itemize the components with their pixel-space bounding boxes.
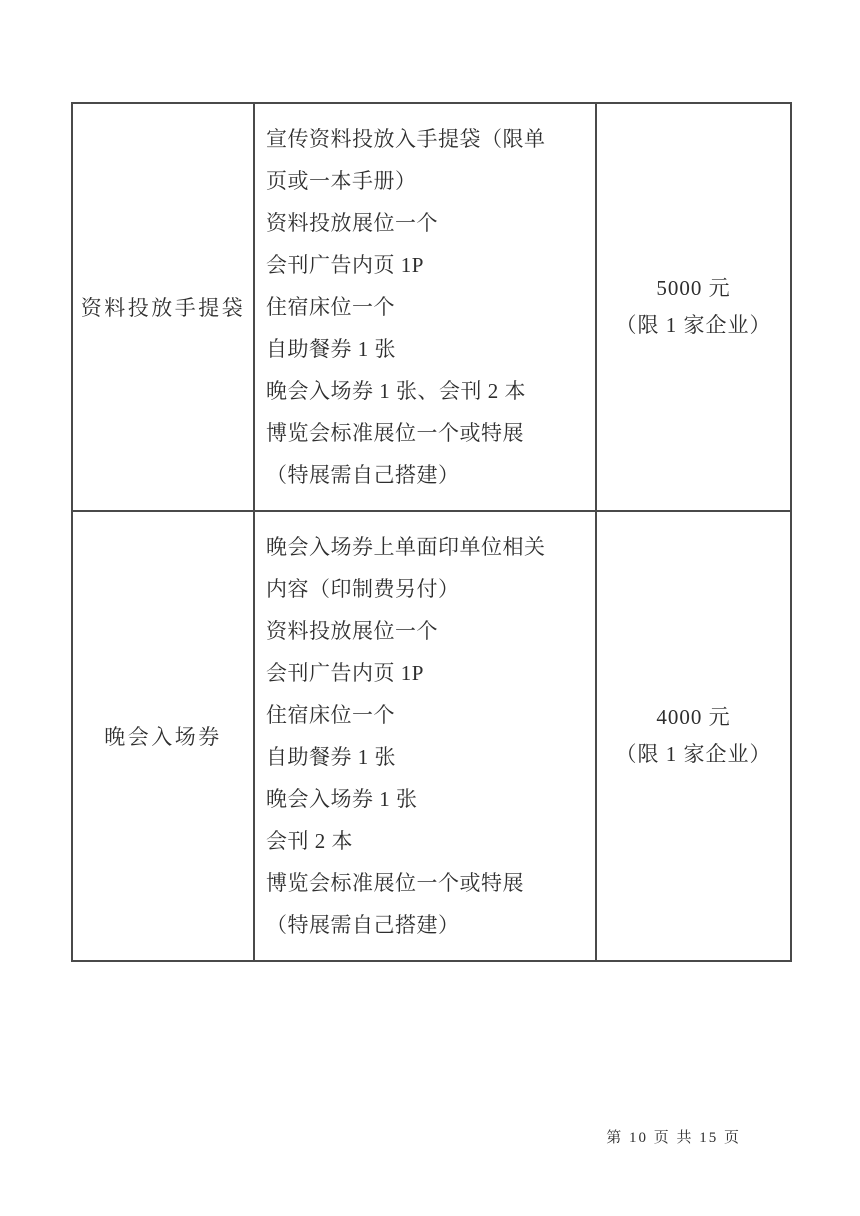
- benefit-item: 晚会入场券 1 张: [266, 787, 418, 811]
- benefit-item: 会刊广告内页 1P: [266, 661, 424, 685]
- price-cell: [596, 103, 791, 511]
- page-number: 第 10 页 共 15 页: [606, 1130, 741, 1146]
- benefit-item: 博览会标准展位一个或特展（特展需自己搭建）: [266, 871, 524, 937]
- benefit-item: 住宿床位一个: [266, 703, 395, 727]
- benefit-item: 资料投放展位一个: [266, 619, 438, 643]
- package-name-cell: 资料投放手提袋: [72, 103, 254, 511]
- price-note: （限 1 家企业）: [615, 313, 772, 337]
- benefit-item: 宣传资料投放入手提袋（限单页或一本手册）: [266, 127, 546, 193]
- benefits-cell: [254, 511, 596, 961]
- benefit-item: 会刊 2 本: [266, 829, 353, 853]
- benefit-item: 自助餐券 1 张: [266, 745, 396, 769]
- benefit-item: 晚会入场券上单面印单位相关内容（印制费另付）: [266, 535, 546, 601]
- price-amount: 5000 元: [656, 276, 731, 300]
- package-name-cell: 晚会入场券: [72, 511, 254, 961]
- benefits-cell: [254, 103, 596, 511]
- benefit-item: 会刊广告内页 1P: [266, 253, 424, 277]
- price-amount: 4000 元: [656, 705, 731, 729]
- benefit-item: 晚会入场券 1 张、会刊 2 本: [266, 379, 526, 403]
- table-row: [72, 511, 791, 961]
- benefit-item: 自助餐券 1 张: [266, 337, 396, 361]
- benefit-item: 住宿床位一个: [266, 295, 395, 319]
- benefit-item: 博览会标准展位一个或特展（特展需自己搭建）: [266, 421, 524, 487]
- table-row: [72, 103, 791, 511]
- price-note: （限 1 家企业）: [615, 742, 772, 766]
- pricing-table: [71, 102, 792, 962]
- price-cell: [596, 511, 791, 961]
- benefit-item: 资料投放展位一个: [266, 211, 438, 235]
